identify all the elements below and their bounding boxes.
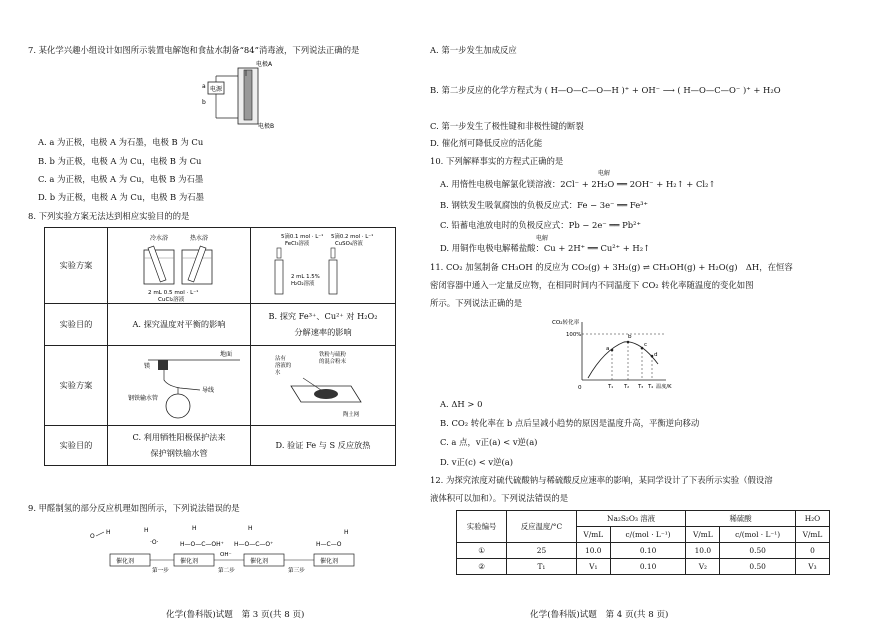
q12-header-v: V/mL (795, 527, 829, 543)
q12-cell: V₃ (795, 559, 829, 575)
svg-text:5滴0.1 mol · L⁻¹: 5滴0.1 mol · L⁻¹ (281, 234, 324, 240)
q7-electrode-b-label: 电极B (258, 123, 275, 130)
q8-goal-c (108, 426, 251, 466)
q9-step3: 第三步 (288, 568, 305, 574)
q7-b-label: b (202, 99, 206, 106)
q12-line1: 12. 为探究浓度对硫代硫酸钠与稀硫酸反应速率的影响，某同学设计了下表所示实验（假设溶 (430, 475, 773, 485)
svg-text:2 mL 1.5%: 2 mL 1.5% (291, 274, 320, 280)
q10-option-a: A. 用惰性电极电解氯化镁溶液：2Cl⁻ + 2H₂O ══ 2OH⁻ + H₂↑ + Cl₂↑ (440, 179, 716, 189)
q7-option-d: D. b 为正极，电极 A 为 Cu，电极 B 为石墨 (38, 192, 204, 202)
q12-cell: 25 (507, 543, 577, 559)
svg-text:沾有: 沾有 (275, 356, 286, 362)
svg-text:H₂O₂溶液: H₂O₂溶液 (291, 281, 315, 287)
q9-option-c: C. 第一步发生了极性键和非极性键的断裂 (430, 121, 584, 131)
q12-header-water: H₂O (795, 511, 829, 527)
q12-cell: 0 (795, 543, 829, 559)
q12-cell: 0.50 (720, 559, 796, 575)
q12-cell: 0.10 (610, 559, 686, 575)
q12-cell: V₂ (686, 559, 720, 575)
q8-stem: 8. 下列实验方案无法达到相应实验目的的是 (28, 211, 190, 221)
q12-header-temp: 反应温度/°C (507, 511, 577, 543)
q11-line3: 所示。下列说法正确的是 (430, 298, 523, 308)
q8-row-label: 实验目的 (45, 304, 108, 346)
q7-power-label: 电源 (210, 86, 223, 93)
q9-option-b: B. 第二步反应的化学方程式为 ( H—O—C—O—H )⁺ + OH⁻ ⟶ ( H—O—C—O⁻ )⁺ + H₂O (430, 85, 781, 95)
q12-table (456, 510, 830, 575)
q8-goal-b (251, 304, 396, 346)
q8-row-label: 实验方案 (45, 228, 108, 304)
q8-goal-b-line1: B. 探究 Fe³⁺、Cu²⁺ 对 H₂O₂ (268, 311, 378, 321)
svg-text:钢铁输水管: 钢铁输水管 (128, 395, 159, 402)
svg-text:H—O—C—OH⁺: H—O—C—OH⁺ (180, 541, 224, 548)
q9-step1: 第一步 (152, 568, 169, 574)
q8-fig-a (108, 228, 251, 304)
q11-option-c: C. a 点，v正(a) < v逆(a) (440, 437, 538, 447)
q12-cell: T₁ (507, 559, 577, 575)
q9-option-a: A. 第一步发生加成反应 (430, 45, 517, 55)
q7-a-label: a (202, 83, 206, 90)
q9-oh: OH⁻ (220, 552, 232, 558)
q8-row-label: 实验方案 (45, 346, 108, 426)
page-footer-left: 化学(鲁科版)试题 第 3 页(共 8 页) (166, 610, 305, 620)
svg-text:H—O—C—O⁺: H—O—C—O⁺ (234, 541, 274, 548)
q11-point-b: b (628, 334, 632, 340)
q12-line2: 液体积可以加和）。下列说法错误的是 (430, 493, 569, 503)
svg-text:CuSO₄溶液: CuSO₄溶液 (335, 241, 363, 247)
svg-text:H: H (144, 527, 149, 534)
q8-fig-d (251, 346, 396, 426)
q11-t4: T₄ (648, 384, 654, 390)
q11-point-d: d (654, 352, 658, 358)
q10-stem: 10. 下列解释事实的方程式正确的是 (430, 156, 564, 166)
q11-point-a: a (606, 346, 610, 352)
svg-text:镁: 镁 (144, 363, 151, 370)
q11-t1: T₁ (608, 384, 614, 390)
q7-stem: 7. 某化学兴趣小组设计如图所示装置电解饱和食盐水制备“84”消毒液，下列说法正确的是 (28, 45, 360, 55)
svg-text:冷水浴: 冷水浴 (150, 235, 169, 242)
svg-text:H: H (106, 529, 111, 536)
q11-t3: T₃ (638, 384, 644, 390)
svg-text:·O·: ·O· (150, 539, 159, 546)
q12-header-c: c/(mol · L⁻¹) (720, 527, 796, 543)
q7-option-a: A. a 为正极，电极 A 为石墨，电极 B 为 Cu (38, 137, 204, 147)
q10-option-b: B. 钢铁发生吸氧腐蚀的负极反应式：Fe − 3e⁻ ══ Fe³⁺ (440, 200, 648, 210)
svg-text:溶液的: 溶液的 (275, 363, 292, 369)
svg-text:H: H (248, 525, 253, 532)
q12-cell: 0.10 (610, 543, 686, 559)
q8-goal-b-line2: 分解速率的影响 (294, 327, 352, 337)
svg-text:H: H (192, 525, 197, 532)
q11-y100: 100% (566, 332, 582, 338)
q10-electrolysis-mark: 电解 (598, 170, 611, 177)
q12-header-c: c/(mol · L⁻¹) (610, 527, 686, 543)
svg-text:陶土网: 陶土网 (343, 412, 360, 418)
q12-header-no: 实验编号 (457, 511, 507, 543)
q8-goal-c-line1: C. 利用牺牲阳极保护法来 (132, 432, 226, 442)
q12-header-v: V/mL (686, 527, 720, 543)
q11-line2: 密闭容器中通入一定量反应物，在相同时间内不同温度下 CO₂ 转化率随温度的变化如图 (430, 280, 754, 290)
q9-stem: 9. 甲醛制氢的部分反应机理如图所示，下列说法错误的是 (28, 503, 240, 513)
svg-text:CuCl₂溶液: CuCl₂溶液 (158, 297, 185, 303)
svg-text:热水浴: 热水浴 (190, 235, 209, 242)
svg-text:5滴0.2 mol · L⁻¹: 5滴0.2 mol · L⁻¹ (331, 234, 374, 240)
q12-cell: V₁ (576, 559, 610, 575)
q11-xlabel: 温度/K (656, 384, 672, 390)
q12-header-v: V/mL (576, 527, 610, 543)
q9-step2: 第二步 (218, 568, 235, 574)
q11-point-c: c (644, 342, 648, 348)
q12-cell: ① (457, 543, 507, 559)
q8-goal-c-line2: 保护钢铁输水管 (150, 448, 208, 458)
left-page (28, 0, 400, 630)
q11-line1: 11. CO₂ 加氢制备 CH₃OH 的反应为 CO₂(g) + 3H₂(g) ⇌ CH₃OH(g) + H₂O(g) ΔH，在恒容 (430, 262, 793, 272)
q11-option-a: A. ΔH > 0 (440, 399, 483, 409)
svg-text:FeCl₃溶液: FeCl₃溶液 (285, 241, 310, 247)
q11-option-b: B. CO₂ 转化率在 b 点后呈减小趋势的原因是温度升高，平衡逆向移动 (440, 418, 700, 428)
svg-text:H—C—O: H—C—O (316, 541, 342, 548)
q8-fig-b (251, 228, 396, 304)
q9-option-d: D. 催化剂可降低反应的活化能 (430, 138, 543, 148)
q11-origin: 0 (578, 385, 582, 391)
svg-text:铁粉与硫粉: 铁粉与硫粉 (319, 352, 346, 358)
svg-text:O: O (90, 533, 95, 540)
q10-option-d: D. 用铜作电极电解稀盐酸：Cu + 2H⁺ ══ Cu²⁺ + H₂↑ (440, 243, 651, 253)
svg-text:2 mL 0.5 mol · L⁻¹: 2 mL 0.5 mol · L⁻¹ (148, 290, 199, 296)
q12-cell: 10.0 (686, 543, 720, 559)
svg-text:地面: 地面 (220, 351, 233, 358)
q9-mechanism-figure (84, 520, 384, 576)
right-page (430, 0, 840, 630)
q12-cell: ② (457, 559, 507, 575)
q12-header-acid: 稀硫酸 (686, 511, 796, 527)
page-footer-right: 化学(鲁科版)试题 第 4 页(共 8 页) (530, 610, 669, 620)
q9-catalyst-1: 催化剂 (116, 558, 135, 565)
q10-electrolysis-mark-d: 电解 (536, 235, 549, 242)
q12-cell: 10.0 (576, 543, 610, 559)
q11-conversion-graph (548, 316, 678, 396)
q7-option-c: C. a 为正极，电极 A 为 Cu，电极 B 为石墨 (38, 174, 204, 184)
svg-text:导线: 导线 (202, 387, 215, 394)
q11-ylabel: CO₂转化率 (552, 320, 580, 326)
q8-row-label: 实验目的 (45, 426, 108, 466)
q9-catalyst-2: 催化剂 (180, 558, 199, 565)
q12-cell: 0.50 (720, 543, 796, 559)
q8-table (44, 227, 396, 466)
q8-goal-a: A. 探究温度对平衡的影响 (108, 304, 251, 346)
q12-header-na: Na₂S₂O₃ 溶液 (576, 511, 686, 527)
q10-option-c: C. 铅蓄电池放电时的负极反应式：Pb − 2e⁻ ══ Pb²⁺ (440, 220, 641, 230)
q7-electrode-a-label: 电极A (256, 61, 273, 68)
q7-option-b: B. b 为正极，电极 A 为 Cu，电极 B 为 Cu (38, 156, 202, 166)
q8-fig-c (108, 346, 251, 426)
q7-electrolysis-figure (186, 62, 296, 130)
q11-t2: T₂ (624, 384, 630, 390)
q11-option-d: D. v正(c) < v逆(a) (440, 457, 514, 467)
q8-goal-d: D. 验证 Fe 与 S 反应放热 (251, 426, 396, 466)
svg-text:H: H (344, 529, 349, 536)
svg-text:水: 水 (275, 370, 281, 376)
svg-text:的混合粉末: 的混合粉末 (319, 359, 346, 365)
q9-catalyst-3: 催化剂 (250, 558, 269, 565)
q9-catalyst-4: 催化剂 (320, 558, 339, 565)
